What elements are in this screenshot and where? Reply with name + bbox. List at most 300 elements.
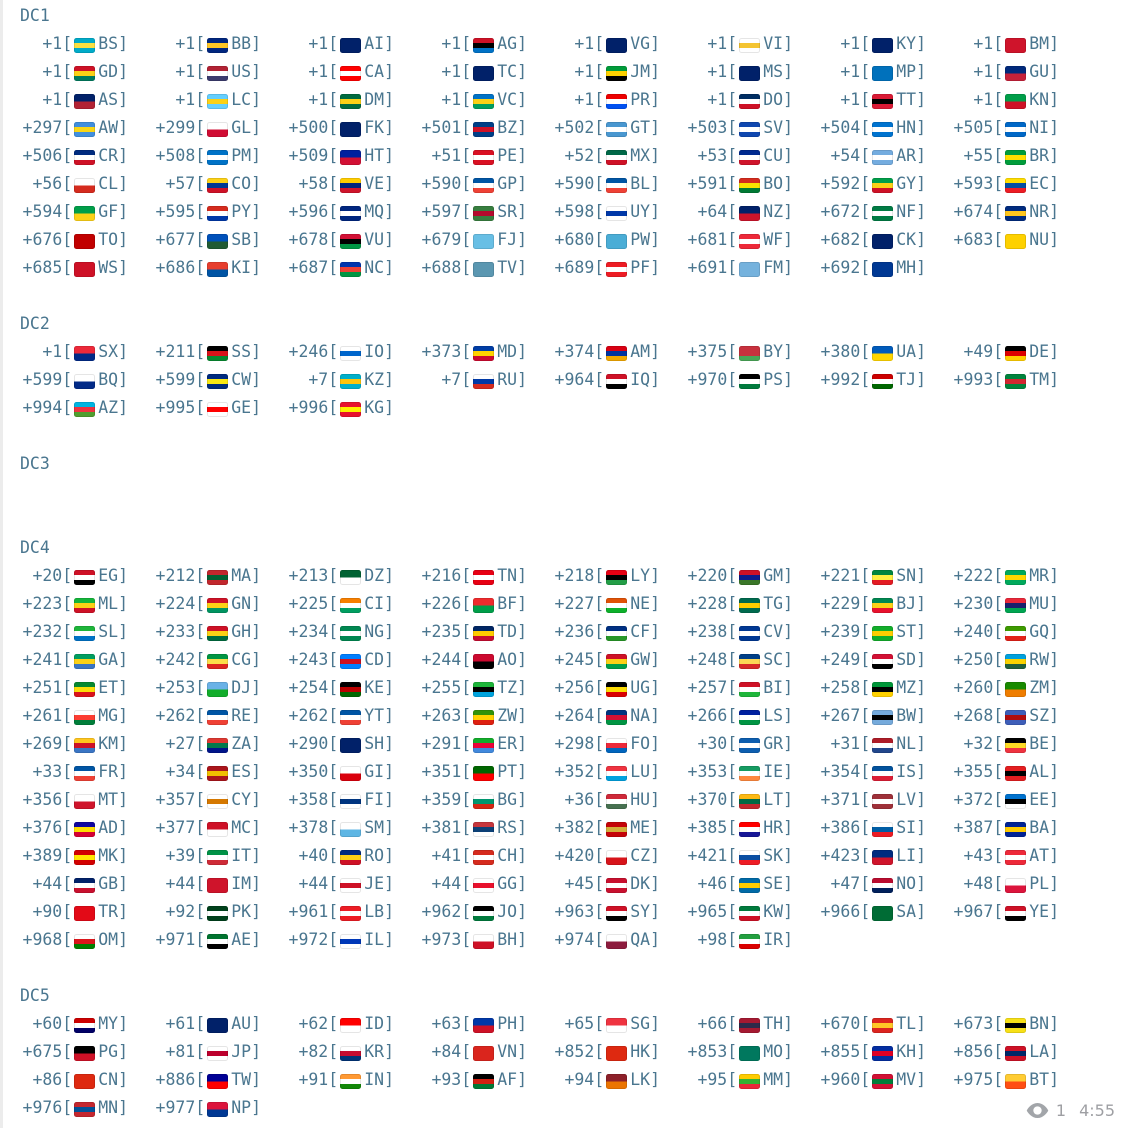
dial-code: +241 (22, 650, 63, 669)
phone-code-entry-sh (286, 730, 419, 758)
country-code: PS (763, 370, 784, 389)
phone-code-entry-zw (419, 702, 552, 730)
phone-code-entry-lt (685, 786, 818, 814)
country-code: SG (630, 1014, 651, 1033)
phone-code-entry-dz (286, 562, 419, 590)
flag-icon-ao (473, 654, 494, 669)
flag-icon-gr (739, 738, 760, 753)
country-code: SS (231, 342, 252, 361)
phone-code-entry-mv (818, 1066, 951, 1094)
country-code: TG (763, 594, 784, 613)
country-code: MD (497, 342, 518, 361)
open-bracket: [ (328, 846, 339, 865)
close-bracket: ] (916, 62, 926, 81)
close-bracket: ] (650, 762, 660, 781)
country-code: UG (630, 678, 651, 697)
close-bracket: ] (118, 762, 128, 781)
dial-code: +590 (554, 174, 595, 193)
open-bracket: [ (195, 678, 206, 697)
country-code: NI (1029, 118, 1050, 137)
flag-icon-gi (340, 766, 361, 781)
close-bracket: ] (916, 118, 926, 137)
country-code: ID (364, 1014, 385, 1033)
phone-code-entry-fj (419, 226, 552, 254)
phone-code-entry-iq (552, 366, 685, 394)
close-bracket: ] (1049, 874, 1059, 893)
dial-code: +58 (298, 174, 329, 193)
dial-code: +975 (953, 1070, 994, 1089)
country-code: BE (1029, 734, 1050, 753)
country-code: YE (1029, 902, 1050, 921)
open-bracket: [ (727, 34, 738, 53)
dial-code: +47 (830, 874, 861, 893)
flag-icon-cy (207, 794, 228, 809)
flag-icon-gf (74, 206, 95, 221)
open-bracket: [ (727, 566, 738, 585)
close-bracket: ] (251, 90, 261, 109)
flag-icon-et (74, 682, 95, 697)
flag-icon-cg (207, 654, 228, 669)
phone-code-entry-mn (20, 1094, 153, 1122)
flag-icon-ai (340, 38, 361, 53)
flag-icon-sh (340, 738, 361, 753)
close-bracket: ] (650, 34, 660, 53)
flag-icon-cf (606, 626, 627, 641)
open-bracket: [ (328, 678, 339, 697)
dial-code: +27 (165, 734, 196, 753)
close-bracket: ] (916, 790, 926, 809)
country-code: IM (231, 874, 252, 893)
flag-icon-md (473, 346, 494, 361)
flag-icon-ua (872, 346, 893, 361)
country-code: VC (497, 90, 518, 109)
dial-code: +596 (288, 202, 329, 221)
phone-code-entry-hn (818, 114, 951, 142)
flag-icon-fm (739, 262, 760, 277)
open-bracket: [ (461, 902, 472, 921)
flag-icon-my (74, 1018, 95, 1033)
open-bracket: [ (461, 1070, 472, 1089)
phone-code-entry-nu (951, 226, 1084, 254)
flag-icon-ec (1005, 178, 1026, 193)
open-bracket: [ (860, 90, 871, 109)
close-bracket: ] (650, 118, 660, 137)
flag-icon-gn (207, 598, 228, 613)
country-code: ZW (497, 706, 518, 725)
country-code: BF (497, 594, 518, 613)
close-bracket: ] (517, 594, 527, 613)
phone-code-entry-sl (20, 618, 153, 646)
flag-icon-bj (872, 598, 893, 613)
country-code: ES (231, 762, 252, 781)
country-code: IR (763, 930, 784, 949)
country-code: NC (364, 258, 385, 277)
phone-code-entry-ss (153, 338, 286, 366)
dial-code: +423 (820, 846, 861, 865)
open-bracket: [ (993, 846, 1004, 865)
phone-code-entry-et (20, 674, 153, 702)
close-bracket: ] (650, 594, 660, 613)
country-code: GT (630, 118, 651, 137)
open-bracket: [ (727, 230, 738, 249)
country-code: KI (231, 258, 252, 277)
country-code: TZ (497, 678, 518, 697)
phone-code-entry-hr (685, 814, 818, 842)
close-bracket: ] (251, 398, 261, 417)
flag-icon-sn (872, 570, 893, 585)
dial-code: +220 (687, 566, 728, 585)
close-bracket: ] (118, 62, 128, 81)
dial-code: +34 (165, 762, 196, 781)
phone-code-entry-gu (951, 58, 1084, 86)
flag-icon-zm (1005, 682, 1026, 697)
close-bracket: ] (1049, 650, 1059, 669)
flag-icon-pl (1005, 878, 1026, 893)
dial-code: +993 (953, 370, 994, 389)
country-code: NA (630, 706, 651, 725)
close-bracket: ] (118, 230, 128, 249)
close-bracket: ] (783, 174, 793, 193)
dial-code: +670 (820, 1014, 861, 1033)
open-bracket: [ (993, 1042, 1004, 1061)
close-bracket: ] (1049, 34, 1059, 53)
close-bracket: ] (783, 706, 793, 725)
open-bracket: [ (461, 930, 472, 949)
open-bracket: [ (328, 174, 339, 193)
phone-code-entry-pm (153, 142, 286, 170)
open-bracket: [ (328, 230, 339, 249)
phone-code-entry-mu (951, 590, 1084, 618)
flag-icon-dz (340, 570, 361, 585)
flag-icon-sb (207, 234, 228, 249)
flag-icon-hu (606, 794, 627, 809)
phone-code-entry-lc (153, 86, 286, 114)
open-bracket: [ (62, 790, 73, 809)
open-bracket: [ (195, 902, 206, 921)
phone-code-entry-vi (685, 30, 818, 58)
flag-icon-nu (1005, 234, 1026, 249)
dial-code: +688 (421, 258, 462, 277)
flag-icon-fo (606, 738, 627, 753)
open-bracket: [ (993, 146, 1004, 165)
country-code: AD (98, 818, 119, 837)
flag-icon-iq (606, 374, 627, 389)
phone-code-entry-vn (419, 1038, 552, 1066)
flag-icon-mp (872, 66, 893, 81)
phone-code-entry-nf (818, 198, 951, 226)
close-bracket: ] (517, 790, 527, 809)
close-bracket: ] (251, 342, 261, 361)
flag-icon-ga (74, 654, 95, 669)
close-bracket: ] (118, 342, 128, 361)
flag-icon-nz (739, 206, 760, 221)
flag-icon-sm (340, 822, 361, 837)
flag-icon-tr (74, 906, 95, 921)
country-code: GG (497, 874, 518, 893)
open-bracket: [ (594, 930, 605, 949)
country-code: BZ (497, 118, 518, 137)
phone-code-entry-fm (685, 254, 818, 282)
dial-code: +225 (288, 594, 329, 613)
dial-code: +46 (697, 874, 728, 893)
close-bracket: ] (251, 1070, 261, 1089)
dial-code: +244 (421, 650, 462, 669)
country-code: VE (364, 174, 385, 193)
phone-code-entry-cv (685, 618, 818, 646)
close-bracket: ] (916, 650, 926, 669)
dial-code: +856 (953, 1042, 994, 1061)
country-code: QA (630, 930, 651, 949)
open-bracket: [ (461, 258, 472, 277)
country-code: KZ (364, 370, 385, 389)
dial-code: +65 (564, 1014, 595, 1033)
phone-code-entry-mx (552, 142, 685, 170)
close-bracket: ] (916, 1042, 926, 1061)
open-bracket: [ (195, 398, 206, 417)
open-bracket: [ (62, 846, 73, 865)
open-bracket: [ (993, 594, 1004, 613)
close-bracket: ] (517, 622, 527, 641)
dial-code: +966 (820, 902, 861, 921)
flag-icon-gw (606, 654, 627, 669)
dial-code: +257 (687, 678, 728, 697)
open-bracket: [ (594, 902, 605, 921)
close-bracket: ] (783, 678, 793, 697)
dial-code: +230 (953, 594, 994, 613)
dial-code: +248 (687, 650, 728, 669)
phone-code-entry-is (818, 758, 951, 786)
dial-code: +7 (441, 370, 462, 389)
phone-code-entry-ru (419, 366, 552, 394)
dial-code: +290 (288, 734, 329, 753)
open-bracket: [ (328, 930, 339, 949)
close-bracket: ] (916, 818, 926, 837)
phone-code-entry-ir (685, 926, 818, 954)
dial-code: +84 (431, 1042, 462, 1061)
phone-code-entry-td (419, 618, 552, 646)
open-bracket: [ (461, 818, 472, 837)
open-bracket: [ (993, 118, 1004, 137)
open-bracket: [ (993, 650, 1004, 669)
dial-code: +54 (830, 146, 861, 165)
country-code: SR (497, 202, 518, 221)
flag-icon-ad (74, 822, 95, 837)
open-bracket: [ (727, 146, 738, 165)
open-bracket: [ (195, 202, 206, 221)
phone-code-entry-bb (153, 30, 286, 58)
dial-code: +683 (953, 230, 994, 249)
close-bracket: ] (916, 174, 926, 193)
flag-icon-sx (74, 346, 95, 361)
country-code: AU (231, 1014, 252, 1033)
country-code: GP (497, 174, 518, 193)
country-code: GL (231, 118, 252, 137)
country-code: BA (1029, 818, 1050, 837)
close-bracket: ] (251, 146, 261, 165)
dial-code: +680 (554, 230, 595, 249)
flag-icon-za (207, 738, 228, 753)
close-bracket: ] (384, 90, 394, 109)
close-bracket: ] (1049, 90, 1059, 109)
flag-icon-mz (872, 682, 893, 697)
close-bracket: ] (118, 174, 128, 193)
open-bracket: [ (727, 902, 738, 921)
country-code: EE (1029, 790, 1050, 809)
dial-code: +218 (554, 566, 595, 585)
phone-code-entry-kg (286, 394, 419, 422)
flag-icon-tv (473, 262, 494, 277)
flag-icon-ky (872, 38, 893, 53)
dc-section-dc1 (20, 2, 1144, 282)
open-bracket: [ (461, 90, 472, 109)
country-code: PK (231, 902, 252, 921)
country-code: NL (896, 734, 917, 753)
close-bracket: ] (118, 34, 128, 53)
close-bracket: ] (251, 818, 261, 837)
country-code: CI (364, 594, 385, 613)
dial-code: +266 (687, 706, 728, 725)
open-bracket: [ (993, 790, 1004, 809)
close-bracket: ] (1049, 230, 1059, 249)
phone-code-entry-tl (818, 1010, 951, 1038)
country-code: SL (98, 622, 119, 641)
phone-code-entry-mp (818, 58, 951, 86)
close-bracket: ] (118, 566, 128, 585)
flag-icon-gb (74, 878, 95, 893)
dial-code: +44 (32, 874, 63, 893)
dial-code: +291 (421, 734, 462, 753)
open-bracket: [ (62, 734, 73, 753)
dial-code: +594 (22, 202, 63, 221)
phone-code-entry-om (20, 926, 153, 954)
country-code: AM (630, 342, 651, 361)
dial-code: +221 (820, 566, 861, 585)
flag-icon-de (1005, 346, 1026, 361)
open-bracket: [ (461, 202, 472, 221)
open-bracket: [ (62, 650, 73, 669)
dial-code: +261 (22, 706, 63, 725)
open-bracket: [ (62, 370, 73, 389)
phone-code-entry-kn (951, 86, 1084, 114)
phone-code-entry-at (951, 842, 1084, 870)
dc-entries-grid (20, 338, 1144, 422)
close-bracket: ] (650, 874, 660, 893)
country-code: AI (364, 34, 385, 53)
phone-code-entry-ba (951, 814, 1084, 842)
open-bracket: [ (727, 174, 738, 193)
close-bracket: ] (384, 202, 394, 221)
country-code: GW (630, 650, 651, 669)
country-code: DJ (231, 678, 252, 697)
phone-code-entry-si (818, 814, 951, 842)
open-bracket: [ (727, 258, 738, 277)
country-code: PH (497, 1014, 518, 1033)
flag-icon-dm (340, 94, 361, 109)
phone-code-entry-ca (286, 58, 419, 86)
country-code: MH (896, 258, 917, 277)
dial-code: +685 (22, 258, 63, 277)
phone-code-entry-bq (20, 366, 153, 394)
close-bracket: ] (916, 846, 926, 865)
phone-code-entry-pr (552, 86, 685, 114)
country-code: HU (630, 790, 651, 809)
open-bracket: [ (328, 566, 339, 585)
country-code: GH (231, 622, 252, 641)
country-code: MV (896, 1070, 917, 1089)
dial-code: +56 (32, 174, 63, 193)
close-bracket: ] (916, 34, 926, 53)
open-bracket: [ (594, 566, 605, 585)
flag-icon-re (207, 710, 228, 725)
country-code: FM (763, 258, 784, 277)
dial-code: +93 (431, 1070, 462, 1089)
dial-code: +972 (288, 930, 329, 949)
phone-code-entry-tt (818, 86, 951, 114)
country-code: FI (364, 790, 385, 809)
close-bracket: ] (916, 566, 926, 585)
dial-code: +355 (953, 762, 994, 781)
phone-code-entry-gw (552, 646, 685, 674)
country-code: ML (98, 594, 119, 613)
phone-code-entry-kw (685, 898, 818, 926)
open-bracket: [ (195, 790, 206, 809)
dial-code: +263 (421, 706, 462, 725)
dial-code: +249 (820, 650, 861, 669)
phone-code-entry-bs (20, 30, 153, 58)
close-bracket: ] (650, 818, 660, 837)
open-bracket: [ (328, 650, 339, 669)
close-bracket: ] (251, 118, 261, 137)
open-bracket: [ (461, 622, 472, 641)
dial-code: +385 (687, 818, 728, 837)
dial-code: +267 (820, 706, 861, 725)
flag-icon-lv (872, 794, 893, 809)
phone-code-entry-zm (951, 674, 1084, 702)
open-bracket: [ (860, 118, 871, 137)
country-code: PT (497, 762, 518, 781)
country-code: MT (98, 790, 119, 809)
country-code: GF (98, 202, 119, 221)
flag-icon-bs (74, 38, 95, 53)
phone-code-entry-vu (286, 226, 419, 254)
dial-code: +33 (32, 762, 63, 781)
open-bracket: [ (461, 762, 472, 781)
close-bracket: ] (251, 1042, 261, 1061)
close-bracket: ] (1049, 818, 1059, 837)
country-code: AF (497, 1070, 518, 1089)
close-bracket: ] (1049, 902, 1059, 921)
flag-icon-pg (74, 1046, 95, 1061)
flag-icon-aw (74, 122, 95, 137)
flag-icon-vn (473, 1046, 494, 1061)
phone-code-entry-jm (552, 58, 685, 86)
phone-code-entry-lv (818, 786, 951, 814)
flag-icon-io (340, 346, 361, 361)
open-bracket: [ (993, 1070, 1004, 1089)
close-bracket: ] (783, 1070, 793, 1089)
close-bracket: ] (251, 678, 261, 697)
flag-icon-fj (473, 234, 494, 249)
country-code: ZM (1029, 678, 1050, 697)
dial-code: +239 (820, 622, 861, 641)
country-code: VI (763, 34, 784, 53)
close-bracket: ] (650, 90, 660, 109)
country-code: CR (98, 146, 119, 165)
phone-code-entry-il (286, 926, 419, 954)
country-code: PG (98, 1042, 119, 1061)
phone-code-entry-ec (951, 170, 1084, 198)
dial-code: +298 (554, 734, 595, 753)
